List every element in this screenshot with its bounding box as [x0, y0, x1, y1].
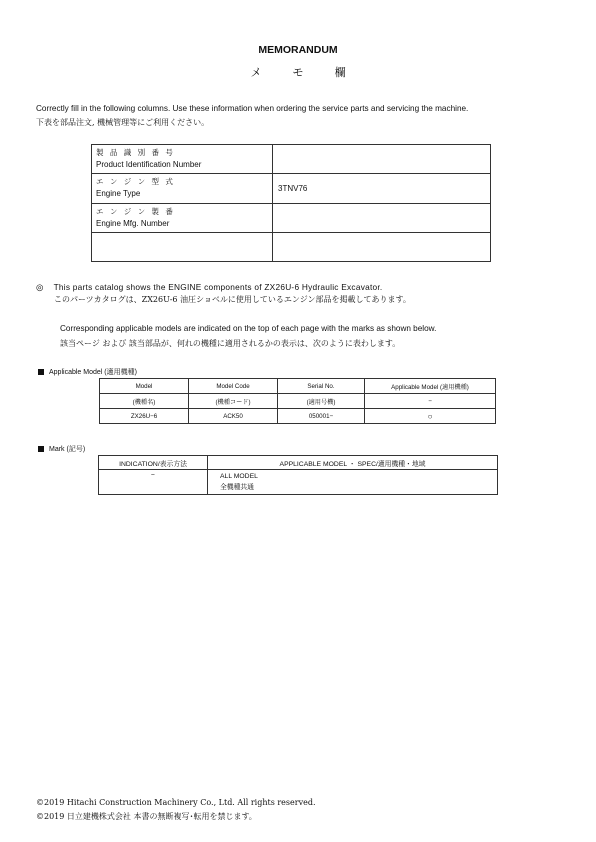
subtitle-char: メ	[250, 67, 262, 79]
subtitle-char: モ	[292, 67, 304, 79]
col-header-applicable-model-spec: APPLICABLE MODEL ・ SPEC/適用機種・地域	[208, 456, 498, 470]
engine-type-value[interactable]: 3TNV76	[273, 174, 491, 204]
label-en: Engine Type	[96, 189, 141, 198]
square-bullet-icon	[38, 446, 44, 452]
label-jp: エ ン ジ ン 製 番	[96, 207, 175, 216]
label-cell	[92, 145, 273, 174]
copyright-jp: ©2019 日立建機株式会社 本書の無断複写･転用を禁じます。	[36, 812, 257, 821]
serial-no-cell: 050001−	[278, 409, 365, 424]
label-jp: エ ン ジ ン 型 式	[96, 177, 175, 186]
label-jp: 製 品 識 別 番 号	[96, 148, 175, 157]
intro-en: Correctly fill in the following columns. Use these information when ordering the service parts and servicing the machine.	[36, 104, 469, 113]
applicable-model-heading	[38, 367, 137, 377]
page-title: MEMORANDUM	[258, 44, 338, 56]
indication-cell: −	[99, 470, 208, 495]
applicable-spec-cell	[208, 470, 498, 495]
table-header-row	[100, 379, 496, 394]
all-model-jp: 全機種共通	[220, 483, 254, 491]
intro-jp: 下表を部品注文, 機械管理等にご利用ください。	[36, 118, 210, 127]
col-header-model-code-jp: (機種コード)	[189, 394, 278, 409]
model-code-cell: ACK50	[189, 409, 278, 424]
table-header-row	[99, 456, 498, 470]
square-bullet-icon	[38, 369, 44, 375]
table-header-row-jp	[100, 394, 496, 409]
engine-mfg-number-value[interactable]	[273, 204, 491, 233]
blank-value-cell[interactable]	[273, 233, 491, 262]
table-row	[92, 174, 491, 204]
blank-label-cell[interactable]	[92, 233, 273, 262]
page-subtitle	[0, 64, 596, 80]
label-cell	[92, 174, 273, 204]
catalog-note-jp: このパーツカタログは、ZX26U-6 油圧ショベルに使用しているエンジン部品を掲載してあります。	[54, 295, 411, 304]
table-row	[92, 145, 491, 174]
applicable-note-en: Corresponding applicable models are indicated on the top of each page with the marks as shown below.	[60, 324, 437, 333]
applicable-mark-cell: ○	[365, 409, 496, 424]
copyright-en: ©2019 Hitachi Construction Machinery Co., Ltd. All rights reserved.	[36, 798, 316, 807]
col-header-applicable-model: Applicable Model (適用機種)	[365, 379, 496, 394]
applicable-note-jp: 該当ページ および 該当部品が、何れの機種に適用されるかの表示は、次のように表わします。	[60, 339, 401, 348]
table-row	[92, 233, 491, 262]
catalog-note-en: This parts catalog shows the ENGINE components of ZX26U-6 Hydraulic Excavator.	[53, 282, 383, 292]
applicable-model-table	[99, 378, 496, 424]
subtitle-char: 欄	[334, 67, 346, 79]
double-circle-icon: ◎	[36, 282, 44, 292]
col-header-serial-no: Serial No.	[278, 379, 365, 394]
table-row	[99, 470, 498, 495]
model-cell: ZX26U−6	[100, 409, 189, 424]
col-header-serial-no-jp: (適用号機)	[278, 394, 365, 409]
col-header-model-code: Model Code	[189, 379, 278, 394]
mark-table	[98, 455, 498, 495]
catalog-note	[36, 282, 383, 292]
applicable-model-heading-text: Applicable Model (適用機種)	[49, 369, 137, 376]
label-en: Engine Mfg. Number	[96, 219, 170, 228]
col-header-model-jp: (機種名)	[100, 394, 189, 409]
label-en: Product Identification Number	[96, 160, 202, 169]
col-header-applicable-model-jp: −	[365, 394, 496, 409]
identification-table	[91, 144, 491, 262]
mark-heading-text: Mark (記号)	[49, 446, 86, 453]
table-row	[92, 204, 491, 233]
table-row	[100, 409, 496, 424]
product-id-value[interactable]	[273, 145, 491, 174]
col-header-indication: INDICATION/表示方法	[99, 456, 208, 470]
label-cell	[92, 204, 273, 233]
mark-heading	[38, 444, 85, 454]
all-model-en: ALL MODEL	[220, 473, 258, 480]
col-header-model: Model	[100, 379, 189, 394]
